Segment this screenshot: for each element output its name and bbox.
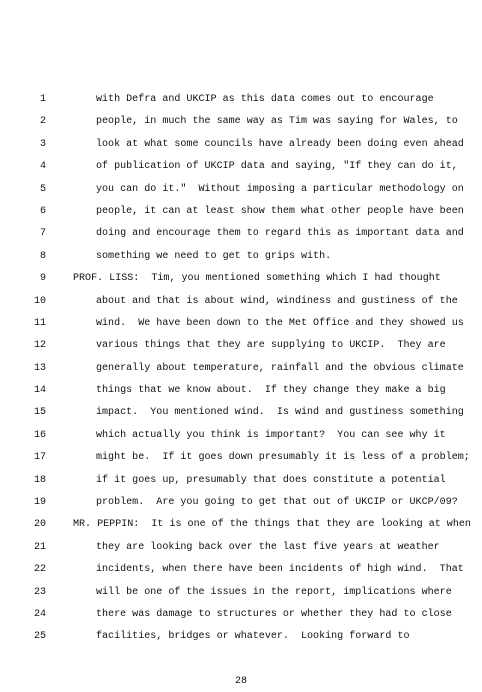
line-number: 16 [33,429,46,441]
line-number: 11 [33,317,46,329]
transcript-line [0,537,482,559]
page-number: 28 [234,676,247,687]
line-number: 20 [33,519,46,531]
line-text: various things that they are supplying to UKCIP. They are [96,340,446,352]
line-number: 23 [33,586,46,598]
line-text: might be. If it goes down presumably it is less of a problem; [96,452,470,464]
line-text: problem. Are you going to get that out of UKCIP or UKCP/09? [96,497,458,509]
line-number: 21 [33,541,46,553]
line-number: 2 [39,116,46,128]
transcript-line [0,201,482,223]
line-number: 3 [39,138,46,150]
line-text: with Defra and UKCIP as this data comes out to encourage [96,94,434,105]
transcript-line [0,582,482,604]
transcript-line [0,223,482,245]
line-text: people, in much the same way as Tim was saying for Wales, to [96,116,458,128]
line-text: if it goes up, presumably that does constitute a potential [96,474,446,486]
transcript-line [0,268,482,290]
line-text: there was damage to structures or whether they had to close [96,608,452,620]
transcript-lines [0,89,482,649]
line-text: will be one of the issues in the report, implications where [96,586,452,598]
transcript-line [0,335,482,357]
line-text: of publication of UKCIP data and saying, "If they can do it, [96,161,458,173]
line-number: 15 [33,407,46,419]
line-number: 4 [39,161,46,173]
line-number: 7 [39,228,46,240]
transcript-line [0,402,482,424]
transcript-line [0,358,482,380]
line-number: 12 [33,340,46,352]
line-number: 17 [33,452,46,464]
line-text: impact. You mentioned wind. Is wind and gustiness something [96,407,464,419]
line-text: facilities, bridges or whatever. Looking forward to [96,631,410,643]
transcript-line [0,179,482,201]
line-number: 25 [33,631,46,643]
transcript-line [0,492,482,514]
line-text: they are looking back over the last five years at weather [96,541,440,553]
transcript-line [0,134,482,156]
transcript-line [0,604,482,626]
line-text: things that we know about. If they change they make a big [96,385,446,397]
transcript-line [0,626,482,648]
line-number: 18 [33,474,46,486]
line-text: you can do it." Without imposing a particular methodology on [96,183,464,195]
transcript-line [0,291,482,313]
line-text: which actually you think is important? You can see why it [96,429,446,441]
transcript-line [0,447,482,469]
transcript-line [0,380,482,402]
transcript-line [0,111,482,133]
line-text: about and that is about wind, windiness and gustiness of the [96,295,458,307]
line-text: people, it can at least show them what other people have been [96,205,464,217]
transcript-line [0,514,482,536]
speaker-line-text: MR. PEPPIN: It is one of the things that they are looking at when [73,519,471,531]
line-text: doing and encourage them to regard this as important data and [96,228,464,240]
transcript-line [0,470,482,492]
line-number: 8 [39,250,46,262]
line-number: 6 [39,205,46,217]
line-number: 24 [33,608,46,620]
line-number: 13 [33,362,46,374]
line-number: 14 [33,385,46,397]
line-text: look at what some councils have already been doing even ahead [96,138,464,150]
line-number: 9 [39,273,46,285]
speaker-line-text: PROF. LISS: Tim, you mentioned something which I had thought [73,273,441,285]
transcript-line [0,425,482,447]
transcript-line [0,156,482,178]
line-number: 1 [39,94,46,105]
line-text: incidents, when there have been incidents of high wind. That [96,564,464,576]
line-text: wind. We have been down to the Met Office and they showed us [96,317,464,329]
line-text: generally about temperature, rainfall and the obvious climate [96,362,464,374]
line-number: 19 [33,497,46,509]
transcript-line [0,559,482,581]
transcript-line [0,246,482,268]
line-number: 5 [39,183,46,195]
line-number: 10 [33,295,46,307]
line-number: 22 [33,564,46,576]
transcript-line [0,89,482,111]
line-text: something we need to get to grips with. [96,250,332,262]
transcript-line [0,313,482,335]
